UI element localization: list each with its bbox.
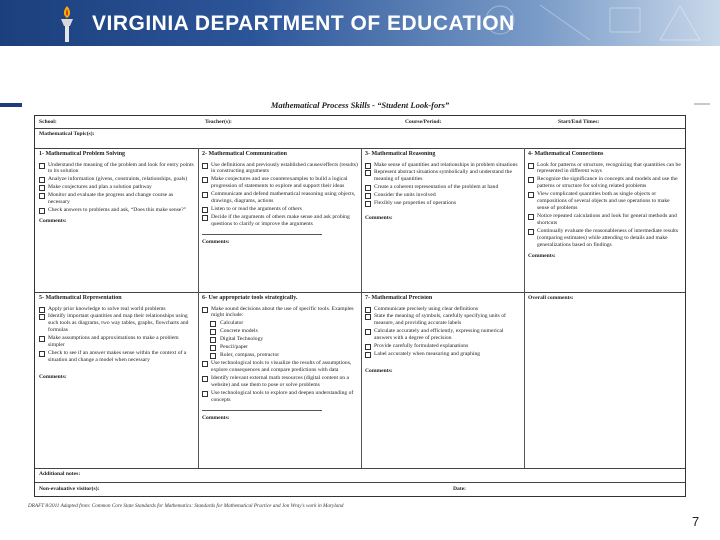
comments-label: Comments:: [365, 368, 393, 375]
overall-comments-cell: [528, 295, 682, 466]
skill-title: 6- Use appropriate tools strategically.: [202, 295, 298, 301]
additional-notes-label: Additional notes:: [39, 471, 81, 477]
checklist-item: Represent abstract situations symbolically and understand the meaning of quantities: [365, 169, 521, 183]
divider: [35, 292, 685, 293]
time-field: Start/End Times:: [558, 119, 600, 125]
skill-title: 2- Mathematical Communication: [202, 151, 287, 157]
checklist-item: Listen to or read the arguments of others: [202, 206, 358, 213]
skill-cell-precision: [365, 295, 521, 466]
checklist-item: Create a coherent representation of the problem at hand: [365, 184, 521, 191]
document-footer: DRAFT 8/2011 Adapted from: Common Core State Standards for Mathematics: Standards for Mathematical Practice and Jon Wray's work in Maryland: [28, 503, 344, 509]
skill-title: 7- Mathematical Precision: [365, 295, 433, 301]
skill-cell-problem-solving: [39, 151, 195, 290]
skills-table: [34, 115, 686, 497]
checklist-item: Use technological tools to visualize the results of assumptions, explore consequences and compare predictions with data: [202, 360, 358, 374]
comment-line: [202, 410, 322, 411]
checklist-item: Label accurately when measuring and graphing: [365, 351, 521, 358]
torch-icon: [56, 4, 78, 44]
checklist-item: Ruler, compass, protractor: [202, 352, 358, 359]
comments-label: Comments:: [202, 415, 230, 422]
checklist-item: Make sense of quantities and relationships in problem situations: [365, 162, 521, 169]
comments-label: Comments:: [365, 215, 393, 222]
topic-field: Mathematical Topic(s):: [39, 131, 95, 137]
checklist-item: Monitor and evaluate the progress and change course as necessary: [39, 192, 195, 206]
skill-title: 4- Mathematical Connections: [528, 151, 604, 157]
checklist-item: Provide carefully formulated explanations: [365, 343, 521, 350]
column-divider: [198, 148, 199, 468]
checklist-item: Make conjectures and use counterexamples to build a logical progression of statements to explore and support their ideas: [202, 176, 358, 190]
checklist-item: Concrete models: [202, 328, 358, 335]
checklist-item: State the meaning of symbols, carefully specifying units of measure, and providing accurate labels: [365, 313, 521, 327]
skill-cell-representation: [39, 295, 195, 466]
checklist-item: Recognize the significance in concepts and models and use the patterns or structure for solving related problems: [528, 176, 682, 190]
comments-label: Comments:: [528, 253, 556, 260]
checklist-item: Make sound decisions about the use of specific tools. Examples might include:: [202, 306, 358, 320]
comments-label: Comments:: [39, 218, 67, 225]
checklist-item: Check to see if an answer makes sense within the context of a situation and change a model when necessary: [39, 350, 195, 364]
overall-comments-label: Overall comments:: [528, 295, 574, 301]
checklist-item: Notice repeated calculations and look for general methods and shortcuts: [528, 213, 682, 227]
comments-label: Comments:: [39, 374, 67, 381]
header-banner: [0, 0, 720, 46]
skill-cell-tools: [202, 295, 358, 466]
skill-cell-connections: [528, 151, 682, 290]
slide-accent-line: [694, 103, 710, 105]
comment-line: [202, 234, 322, 235]
checklist-item: Identify important quantities and map their relationships using such tools as diagrams, two way tables, graphs, flowcharts and formulas: [39, 313, 195, 334]
skill-title: 3- Mathematical Reasoning: [365, 151, 436, 157]
divider: [35, 468, 685, 469]
checklist-item: Flexibly use properties of operations: [365, 200, 521, 207]
comments-label: Comments:: [202, 239, 230, 246]
course-field: Course/Period:: [405, 119, 442, 125]
checklist-item: Look for patterns or structure, recognizing that quantities can be represented in different ways: [528, 162, 682, 176]
checklist-item: Understand the meaning of the problem and look for entry points to its solution: [39, 162, 195, 176]
divider: [35, 482, 685, 483]
slide-accent-bar: [0, 103, 22, 107]
checklist-item: Calculate accurately and efficiently, expressing numerical answers with a degree of precision: [365, 328, 521, 342]
checklist-item: Consider the units involved: [365, 192, 521, 199]
checklist-item: Analyze information (givens, constraints, relationships, goals): [39, 176, 195, 183]
checklist-item: Continually evaluate the reasonableness of intermediate results (comparing estimates) while attending to details and make generalizations based on findings: [528, 228, 682, 249]
skill-title: 1- Mathematical Problem Solving: [39, 151, 126, 157]
checklist-item: Use technological tools to explore and deepen understanding of concepts: [202, 390, 358, 404]
divider: [35, 148, 685, 149]
checklist-item: View complicated quantities both as single objects or compositions of several objects and use operations to make sense of problems: [528, 191, 682, 212]
checklist-item: Digital Technology: [202, 336, 358, 343]
checklist-item: Use definitions and previously established causes/effects (results) in constructing arguments: [202, 162, 358, 176]
skill-title: 5- Mathematical Representation: [39, 295, 122, 301]
checklist-item: Pencil/paper: [202, 344, 358, 351]
checklist-item: Make assumptions and approximations to make a problem simpler: [39, 335, 195, 349]
column-divider: [361, 148, 362, 468]
visitor-label: Non-evaluative visitor(s):: [39, 486, 100, 492]
document-title: Mathematical Process Skills - “Student Look-fors”: [270, 100, 450, 110]
column-divider: [524, 148, 525, 468]
checklist-item: Communicate precisely using clear definitions: [365, 306, 521, 313]
checklist-item: Check answers to problems and ask, “Does this make sense?”: [39, 207, 195, 214]
divider: [35, 128, 685, 129]
school-field: School:: [39, 119, 57, 125]
checklist-item: Make conjectures and plan a solution pathway: [39, 184, 195, 191]
skill-cell-reasoning: [365, 151, 521, 290]
page-number: 7: [692, 514, 700, 529]
checklist-item: Identify relevant external math resources (digital content on a website) and use them to pose or solve problems: [202, 375, 358, 389]
checklist-item: Communicate and defend mathematical reasoning using objects, drawings, diagrams, actions: [202, 191, 358, 205]
banner-title: VIRGINIA DEPARTMENT OF EDUCATION: [92, 12, 515, 35]
checklist-item: Apply prior knowledge to solve real world problems: [39, 306, 195, 313]
checklist-item: Decide if the arguments of others make sense and ask probing questions to clarify or improve the arguments: [202, 214, 358, 228]
look-fors-document: [28, 96, 692, 514]
checklist-item: Calculator: [202, 320, 358, 327]
skill-cell-communication: [202, 151, 358, 290]
date-label: Date:: [453, 486, 467, 492]
teacher-field: Teacher(s):: [205, 119, 232, 125]
